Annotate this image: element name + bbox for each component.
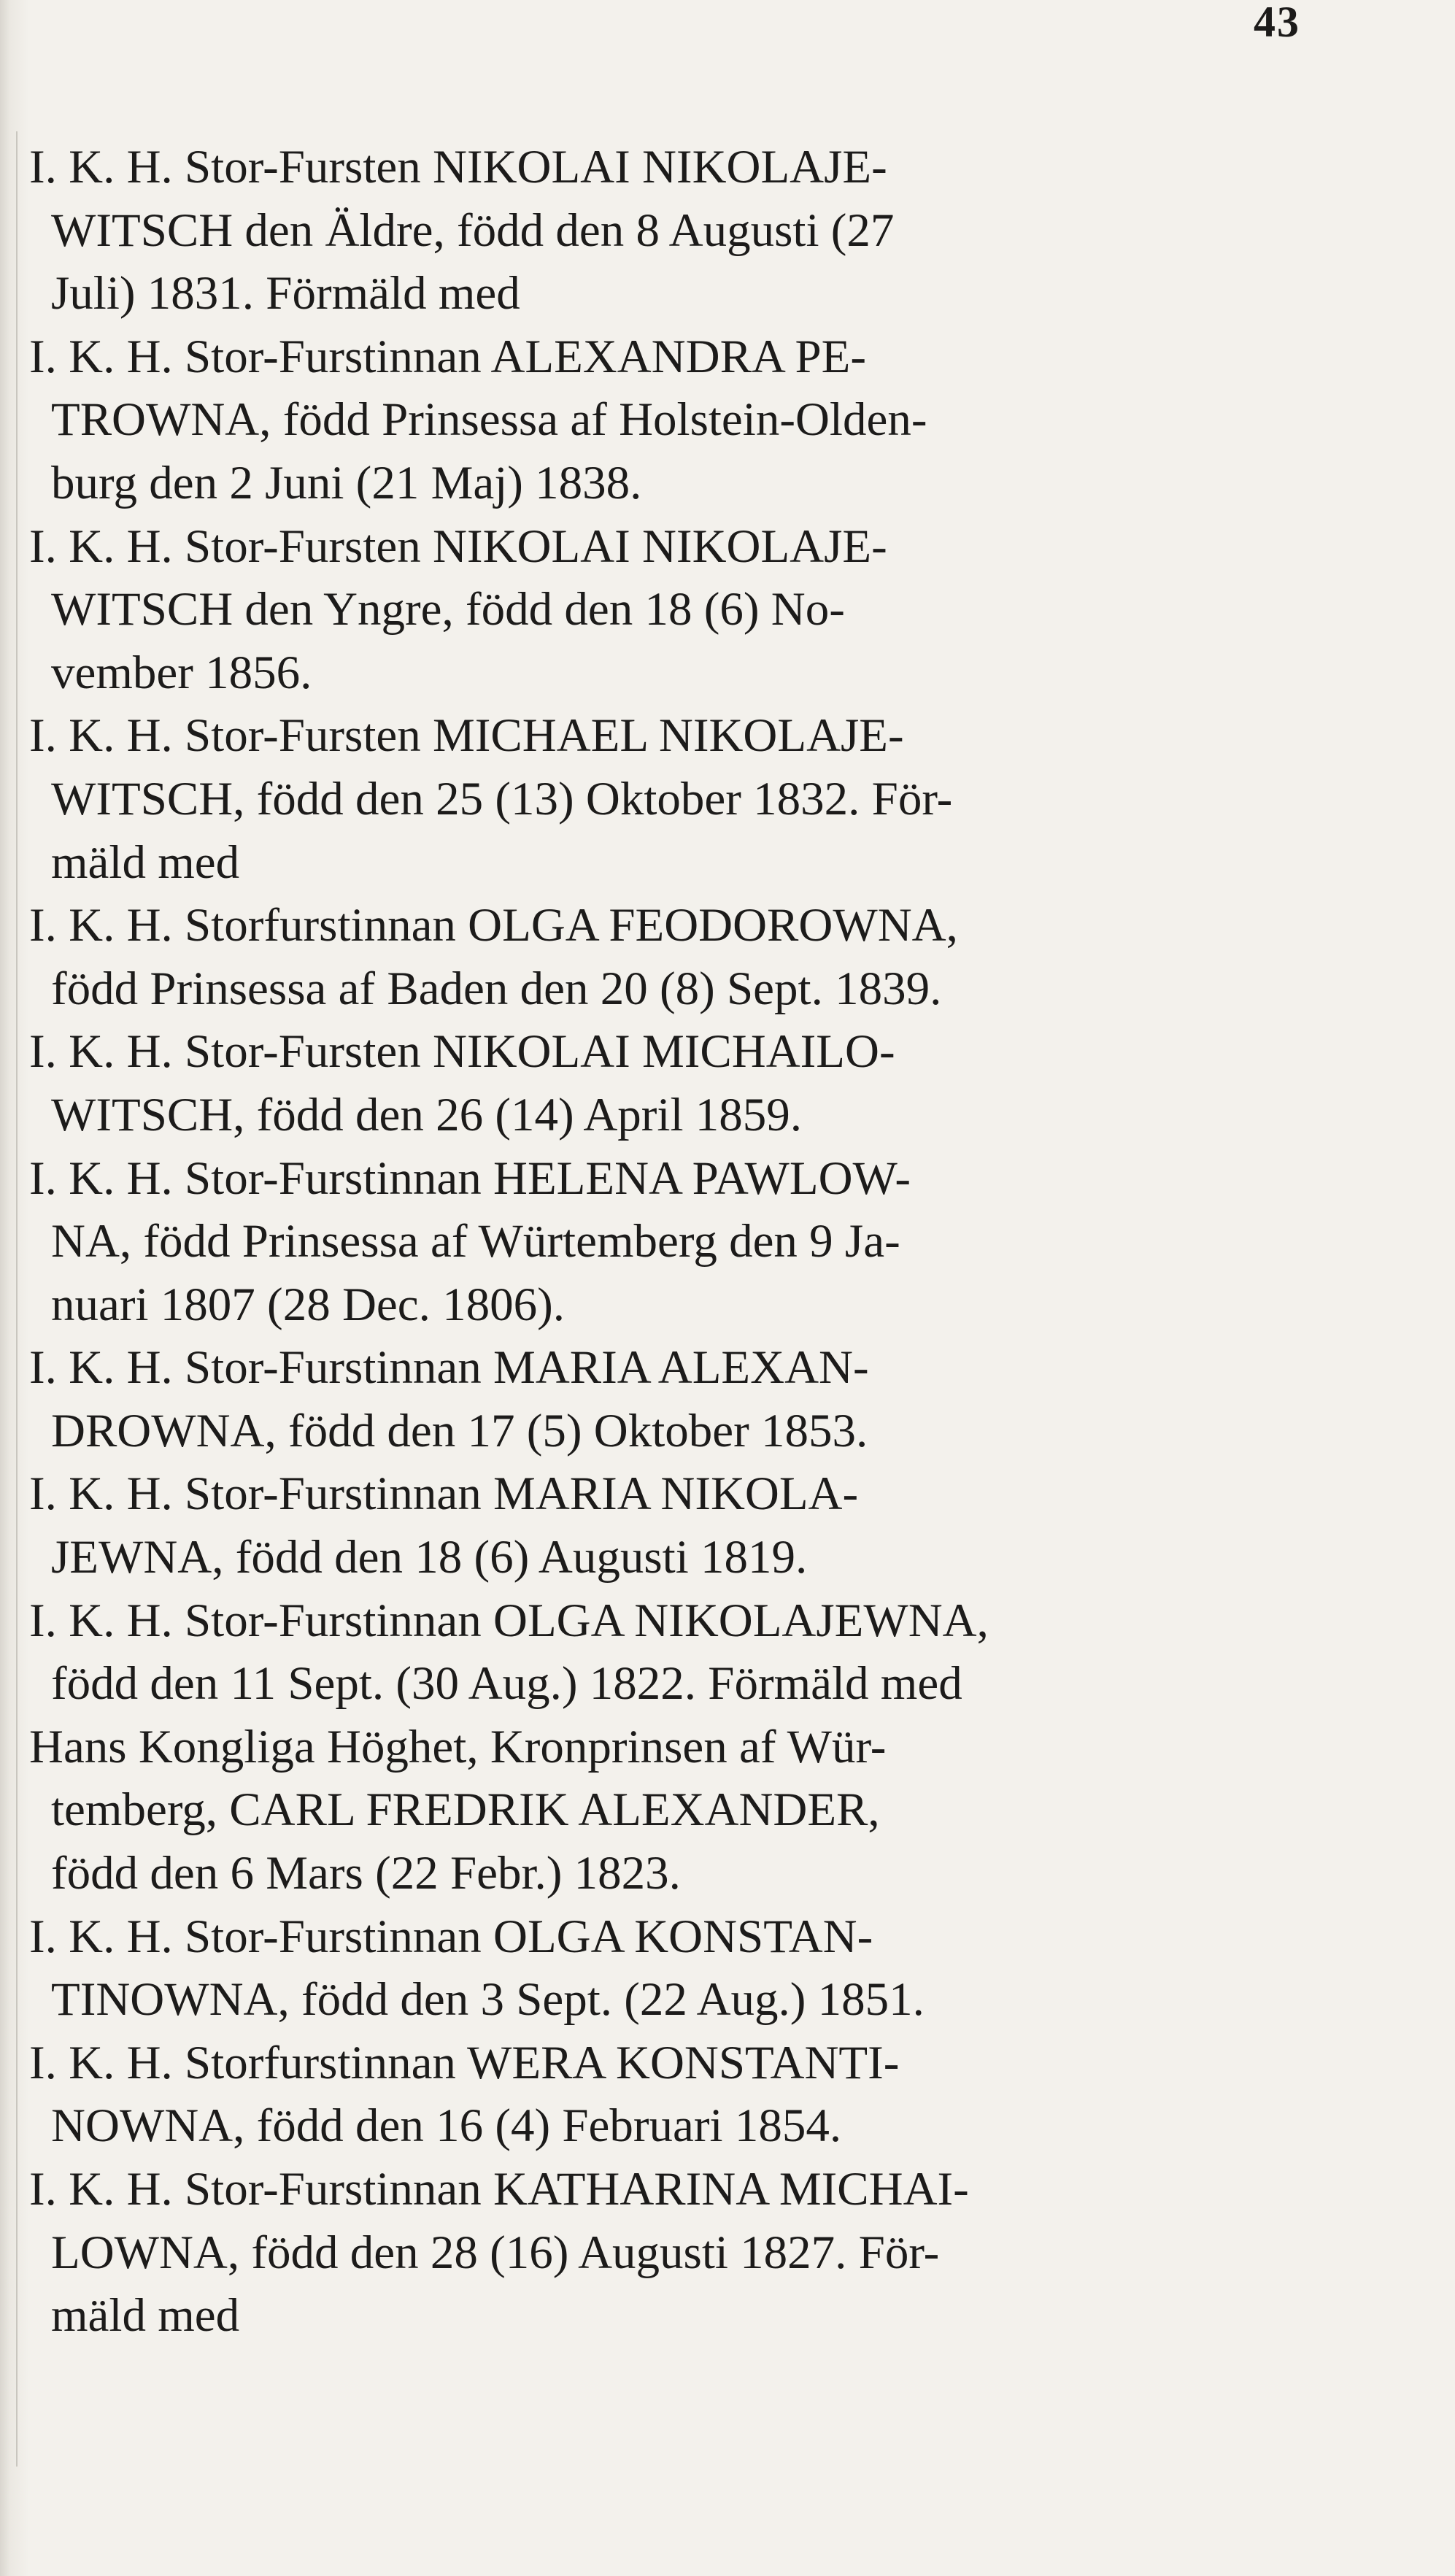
- entry-helena-pawlowna: [29, 1147, 1350, 1337]
- entry-line: vember 1856.: [51, 646, 312, 699]
- entry-line: burg den 2 Juni (21 Maj) 1838.: [51, 456, 642, 509]
- entry-michael-nikolajewitsch: [29, 704, 1350, 894]
- entry-line: LOWNA, född den 28 (16) Augusti 1827. För-: [51, 2226, 940, 2279]
- entry-nikolai-elder: [29, 136, 1350, 325]
- entry-line: född den 11 Sept. (30 Aug.) 1822. Förmäld med: [51, 1657, 962, 1711]
- entry-line: TROWNA, född Prinsessa af Holstein-Olden-: [51, 393, 927, 447]
- entry-line: I. K. H. Stor-Furstinnan ALEXANDRA PE-: [29, 330, 867, 383]
- entry-wera-konstantinowna: [29, 2032, 1350, 2158]
- entry-line: mäld med: [51, 2289, 240, 2342]
- entry-line: I. K. H. Stor-Furstinnan MARIA NIKOLA-: [29, 1468, 859, 1521]
- entry-maria-alexandrowna: [29, 1336, 1350, 1462]
- entry-line: NOWNA, född den 16 (4) Februari 1854.: [51, 2099, 842, 2153]
- entry-line: NA, född Prinsessa af Würtemberg den 9 Ja-: [51, 1215, 900, 1268]
- entry-line: I. K. H. Stor-Furstinnan OLGA KONSTAN-: [29, 1910, 873, 1963]
- entry-line: TINOWNA, född den 3 Sept. (22 Aug.) 1851.: [51, 1973, 925, 2027]
- entry-line: I. K. H. Stor-Fursten MICHAEL NIKOLAJE-: [29, 709, 904, 763]
- entry-line: I. K. H. Stor-Furstinnan HELENA PAWLOW-: [29, 1152, 911, 1205]
- entry-line: I. K. H. Stor-Furstinnan MARIA ALEXAN-: [29, 1341, 869, 1395]
- entry-line: mäld med: [51, 836, 240, 889]
- entry-line: JEWNA, född den 18 (6) Augusti 1819.: [51, 1531, 808, 1584]
- entry-line: WITSCH, född den 26 (14) April 1859.: [51, 1088, 803, 1141]
- entry-line: I. K. H. Stor-Fursten NIKOLAI NIKOLAJE-: [29, 141, 887, 193]
- entry-line: I. K. H. Stor-Fursten NIKOLAI NIKOLAJE-: [29, 520, 887, 573]
- entry-katharina-michailowna: [29, 2158, 1350, 2348]
- entry-line: I. K. H. Storfurstinnan WERA KONSTANTI-: [29, 2036, 900, 2089]
- entry-line: DROWNA, född den 17 (5) Oktober 1853.: [51, 1404, 868, 1457]
- entry-nikolai-michailowitsch: [29, 1020, 1350, 1146]
- entry-line: WITSCH den Yngre, född den 18 (6) No-: [51, 583, 845, 636]
- entry-olga-nikolajewna: [29, 1589, 1350, 1905]
- entry-line: WITSCH, född den 25 (13) Oktober 1832. För-: [51, 772, 953, 825]
- entry-nikolai-younger: [29, 515, 1350, 705]
- entry-olga-konstantinowna: [29, 1905, 1350, 2032]
- entry-line: född Prinsessa af Baden den 20 (8) Sept. 1839.: [51, 962, 942, 1015]
- entry-line: Hans Kongliga Höghet, Kronprinsen af Wür-: [29, 1720, 887, 1773]
- entry-alexandra-petrowna: [29, 325, 1350, 515]
- entry-line: I. K. H. Stor-Fursten NIKOLAI MICHAILO-: [29, 1025, 895, 1079]
- entry-line: född den 6 Mars (22 Febr.) 1823.: [51, 1847, 681, 1900]
- entry-line: I. K. H. Stor-Furstinnan KATHARINA MICHAI-: [29, 2163, 969, 2216]
- entry-olga-feodorowna: [29, 894, 1350, 1020]
- entry-line: temberg, CARL FREDRIK ALEXANDER,: [51, 1783, 880, 1837]
- entry-line: WITSCH den Äldre, född den 8 Augusti (27: [51, 204, 895, 257]
- entry-line: I. K. H. Stor-Furstinnan OLGA NIKOLAJEWNA,: [29, 1594, 989, 1647]
- entry-line: I. K. H. Storfurstinnan OLGA FEODOROWNA,: [29, 899, 958, 952]
- entry-line: Juli) 1831. Förmäld med: [51, 267, 520, 320]
- entry-line: nuari 1807 (28 Dec. 1806).: [51, 1278, 565, 1331]
- genealogy-entries: [29, 136, 1350, 2348]
- page-gutter-shadow: [16, 131, 18, 2467]
- page-number: 43: [1254, 0, 1300, 46]
- entry-maria-nikolajewna: [29, 1462, 1350, 1589]
